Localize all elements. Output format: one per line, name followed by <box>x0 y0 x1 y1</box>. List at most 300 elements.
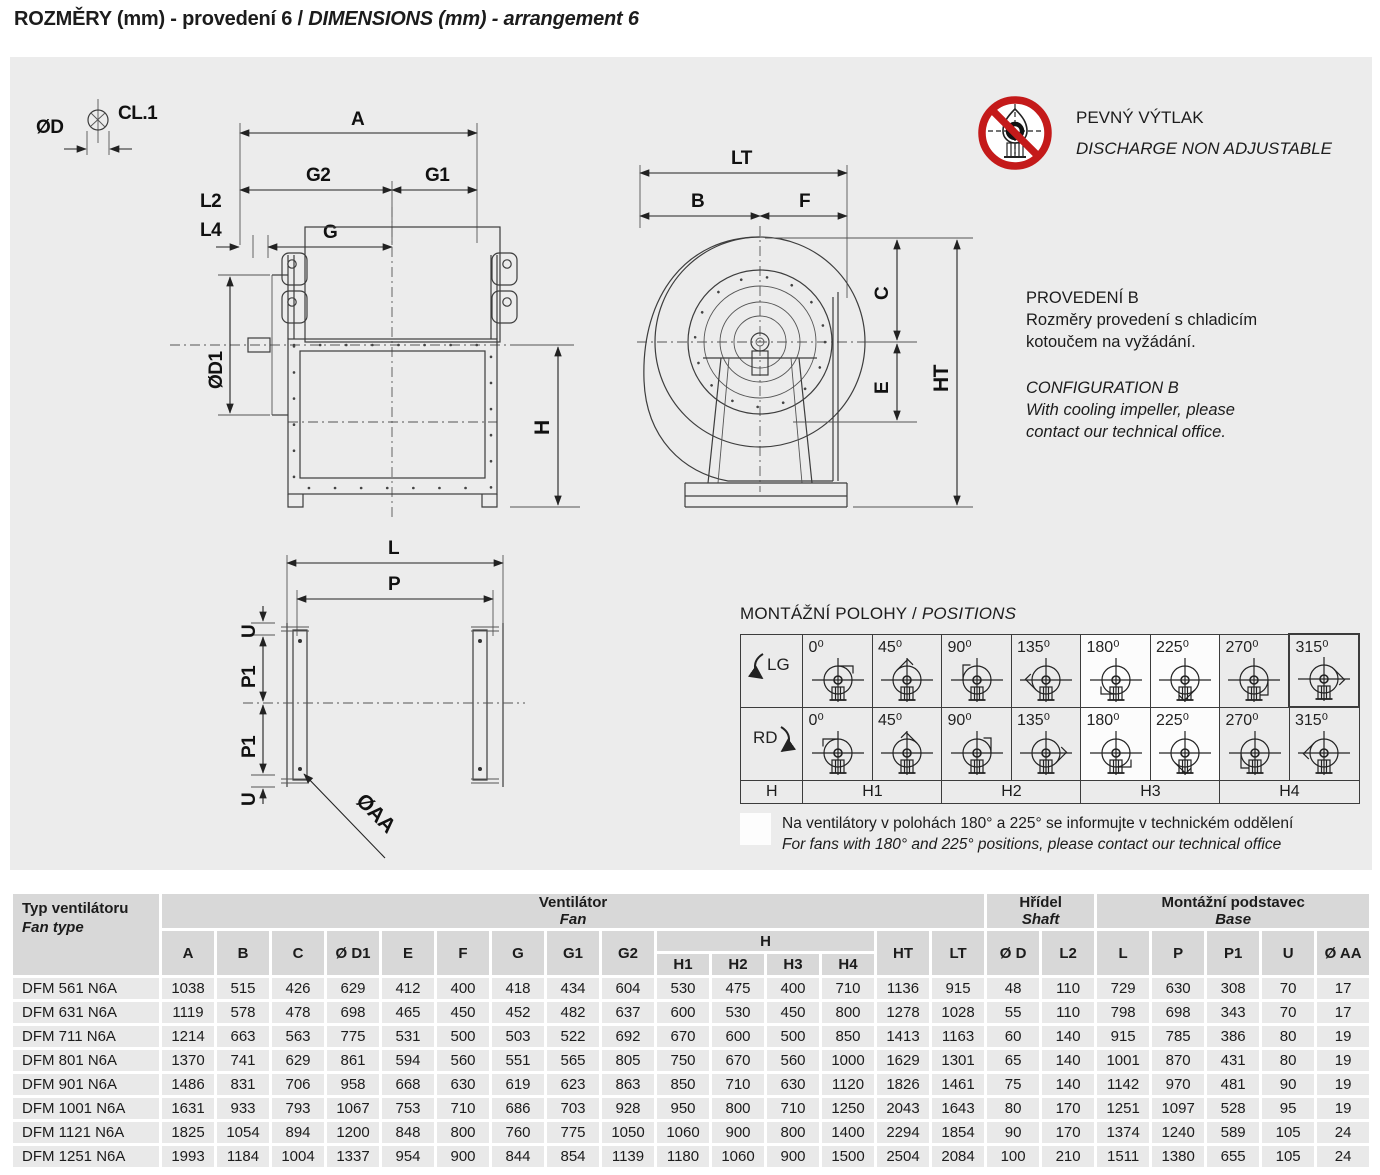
column-header-L2: L2 <box>1042 931 1094 975</box>
value-cell: 692 <box>602 1026 654 1047</box>
dim-label-shaft-diameter: ØD <box>36 117 64 138</box>
value-cell: 1119 <box>162 1002 214 1023</box>
value-cell: 1139 <box>602 1146 654 1167</box>
column-header-L: L <box>1097 931 1149 975</box>
value-cell: 1374 <box>1097 1122 1149 1143</box>
value-cell: 1184 <box>217 1146 269 1167</box>
value-cell: 741 <box>217 1050 269 1071</box>
column-header-LT: LT <box>932 931 984 975</box>
table-row <box>13 1146 1369 1167</box>
angle-label: 45⁰ <box>877 638 903 656</box>
positions-footer-H3: H3 <box>1081 780 1220 803</box>
fan-type-cell: DFM 711 N6A <box>13 1026 159 1047</box>
dim-label-L2: L2 <box>200 191 222 212</box>
dim-label-P1-bottom: P1 <box>239 735 260 758</box>
positions-footer-H4: H4 <box>1220 780 1359 803</box>
value-cell: 19 <box>1317 1050 1369 1071</box>
value-cell: 1028 <box>932 1002 984 1023</box>
value-cell: 17 <box>1317 978 1369 999</box>
value-cell: 24 <box>1317 1146 1369 1167</box>
value-cell: 450 <box>437 1002 489 1023</box>
value-cell: 1060 <box>657 1122 709 1143</box>
value-cell: 210 <box>1042 1146 1094 1167</box>
value-cell: 528 <box>1207 1098 1259 1119</box>
dim-label-G: G <box>323 222 338 243</box>
value-cell: 1278 <box>877 1002 929 1023</box>
value-cell: 80 <box>1262 1026 1314 1047</box>
value-cell: 1004 <box>272 1146 324 1167</box>
value-cell: 19 <box>1317 1026 1369 1047</box>
value-cell: 760 <box>492 1122 544 1143</box>
dim-label-U-top: U <box>239 624 260 638</box>
value-cell: 703 <box>547 1098 599 1119</box>
value-cell: 589 <box>1207 1122 1259 1143</box>
value-cell: 1337 <box>327 1146 379 1167</box>
value-cell: 698 <box>1152 1002 1204 1023</box>
value-cell: 844 <box>492 1146 544 1167</box>
value-cell: 560 <box>437 1050 489 1071</box>
fan-position-icon <box>1157 729 1213 779</box>
value-cell: 623 <box>547 1074 599 1095</box>
value-cell: 729 <box>1097 978 1149 999</box>
value-cell: 710 <box>822 978 874 999</box>
column-header-G2: G2 <box>602 931 654 975</box>
base-view-drawing <box>225 540 645 870</box>
value-cell: 1120 <box>822 1074 874 1095</box>
no-discharge-adjust-icon <box>976 94 1054 172</box>
value-cell: 1054 <box>217 1122 269 1143</box>
value-cell: 170 <box>1042 1098 1094 1119</box>
value-cell: 775 <box>547 1122 599 1143</box>
value-cell: 1250 <box>822 1098 874 1119</box>
value-cell: 1060 <box>712 1146 764 1167</box>
table-row <box>13 978 1369 999</box>
positions-row-label-lg <box>741 634 803 707</box>
position-cell-lg-45 <box>872 634 942 707</box>
value-cell: 308 <box>1207 978 1259 999</box>
positions-title-cz: MONTÁŽNÍ POLOHY / <box>740 604 922 623</box>
positions-row-lg <box>741 634 1360 707</box>
angle-label: 315⁰ <box>1294 712 1329 729</box>
angle-label: 225⁰ <box>1155 638 1190 656</box>
value-cell: 1050 <box>602 1122 654 1143</box>
dimensions-table <box>10 891 1372 1170</box>
value-cell: 55 <box>987 1002 1039 1023</box>
value-cell: 915 <box>932 978 984 999</box>
dim-label-D1: ØD1 <box>206 351 227 389</box>
value-cell: 750 <box>657 1050 709 1071</box>
column-header-F: F <box>437 931 489 975</box>
side-view-drawing <box>625 140 1015 530</box>
value-cell: 630 <box>1152 978 1204 999</box>
value-cell: 1142 <box>1097 1074 1149 1095</box>
positions-note <box>740 813 1362 855</box>
value-cell: 60 <box>987 1026 1039 1047</box>
dim-label-F: F <box>799 191 811 212</box>
angle-label: 225⁰ <box>1155 711 1190 729</box>
value-cell: 503 <box>492 1026 544 1047</box>
value-cell: 1214 <box>162 1026 214 1047</box>
value-cell: 1370 <box>162 1050 214 1071</box>
column-header-P1: P1 <box>1207 931 1259 975</box>
value-cell: 105 <box>1262 1146 1314 1167</box>
positions-table <box>740 633 1360 804</box>
value-cell: 478 <box>272 1002 324 1023</box>
group-header-fan: Ventilátor Fan <box>162 894 984 928</box>
value-cell: 900 <box>437 1146 489 1167</box>
value-cell: 604 <box>602 978 654 999</box>
mounting-positions <box>740 604 1362 855</box>
dim-label-E: E <box>872 381 893 394</box>
page-title <box>14 8 639 31</box>
value-cell: 915 <box>1097 1026 1149 1047</box>
value-cell: 630 <box>767 1074 819 1095</box>
value-cell: 515 <box>217 978 269 999</box>
value-cell: 850 <box>822 1026 874 1047</box>
config-b-line2-en: contact our technical office. <box>1026 423 1226 441</box>
value-cell: 434 <box>547 978 599 999</box>
fan-position-icon <box>1157 656 1213 706</box>
value-cell: 630 <box>437 1074 489 1095</box>
positions-footer-H1: H1 <box>803 780 942 803</box>
value-cell: 140 <box>1042 1050 1094 1071</box>
dim-label-cl1: CL.1 <box>118 103 158 124</box>
positions-title-en: POSITIONS <box>921 604 1017 623</box>
value-cell: 1854 <box>932 1122 984 1143</box>
value-cell: 1200 <box>327 1122 379 1143</box>
value-cell: 1301 <box>932 1050 984 1071</box>
dim-label-U-bottom: U <box>239 792 260 806</box>
value-cell: 1400 <box>822 1122 874 1143</box>
position-cell-rd-45 <box>872 707 942 780</box>
value-cell: 500 <box>767 1026 819 1047</box>
angle-label: 90⁰ <box>947 711 972 729</box>
positions-footer-H: H <box>741 780 803 803</box>
value-cell: 1825 <box>162 1122 214 1143</box>
value-cell: 1629 <box>877 1050 929 1071</box>
fan-position-icon <box>1296 655 1352 705</box>
column-header-H3: H3 <box>767 954 819 975</box>
column-header-HT: HT <box>877 931 929 975</box>
position-cell-rd-90 <box>942 707 1012 780</box>
value-cell: 870 <box>1152 1050 1204 1071</box>
fan-type-cell: DFM 561 N6A <box>13 978 159 999</box>
angle-label: 270⁰ <box>1225 638 1259 656</box>
value-cell: 19 <box>1317 1098 1369 1119</box>
value-cell: 90 <box>987 1122 1039 1143</box>
value-cell: 686 <box>492 1098 544 1119</box>
value-cell: 663 <box>217 1026 269 1047</box>
value-cell: 594 <box>382 1050 434 1071</box>
angle-label: 315⁰ <box>1295 639 1329 656</box>
value-cell: 753 <box>382 1098 434 1119</box>
value-cell: 1413 <box>877 1026 929 1047</box>
fan-position-icon <box>1296 729 1352 779</box>
angle-label: 0⁰ <box>808 711 824 729</box>
value-cell: 798 <box>1097 1002 1149 1023</box>
fan-position-icon <box>1018 729 1074 779</box>
value-cell: 629 <box>327 978 379 999</box>
dim-label-HT: HT <box>930 365 953 392</box>
angle-label: 135⁰ <box>1016 638 1051 656</box>
fan-position-icon <box>1018 656 1074 706</box>
value-cell: 531 <box>382 1026 434 1047</box>
value-cell: 861 <box>327 1050 379 1071</box>
column-header-A: A <box>162 931 214 975</box>
value-cell: 710 <box>767 1098 819 1119</box>
angle-label: 90⁰ <box>947 638 972 656</box>
value-cell: 775 <box>327 1026 379 1047</box>
angle-label: 45⁰ <box>877 711 903 729</box>
fan-type-cell: DFM 631 N6A <box>13 1002 159 1023</box>
value-cell: 170 <box>1042 1122 1094 1143</box>
value-cell: 1180 <box>657 1146 709 1167</box>
value-cell: 831 <box>217 1074 269 1095</box>
dim-label-G2: G2 <box>306 165 331 186</box>
value-cell: 1067 <box>327 1098 379 1119</box>
value-cell: 637 <box>602 1002 654 1023</box>
rd-rotation-icon <box>748 722 796 760</box>
value-cell: 854 <box>547 1146 599 1167</box>
position-cell-lg-135 <box>1011 634 1081 707</box>
value-cell: 80 <box>1262 1050 1314 1071</box>
svg-text:LG: LG <box>766 655 790 674</box>
column-header-G: G <box>492 931 544 975</box>
position-cell-lg-225 <box>1150 634 1220 707</box>
value-cell: 140 <box>1042 1074 1094 1095</box>
lg-rotation-icon <box>748 649 796 687</box>
value-cell: 19 <box>1317 1074 1369 1095</box>
value-cell: 1000 <box>822 1050 874 1071</box>
value-cell: 110 <box>1042 1002 1094 1023</box>
value-cell: 710 <box>712 1074 764 1095</box>
dim-label-G1: G1 <box>425 165 450 186</box>
fan-position-icon <box>879 729 935 779</box>
value-cell: 698 <box>327 1002 379 1023</box>
discharge-notice-cz: PEVNÝ VÝTLAK <box>1076 108 1204 127</box>
value-cell: 928 <box>602 1098 654 1119</box>
value-cell: 900 <box>767 1146 819 1167</box>
value-cell: 400 <box>437 978 489 999</box>
discharge-notice <box>1076 108 1332 159</box>
dim-label-H: H <box>531 420 554 435</box>
value-cell: 565 <box>547 1050 599 1071</box>
value-cell: 75 <box>987 1074 1039 1095</box>
positions-footer-row <box>741 780 1360 803</box>
value-cell: 970 <box>1152 1074 1204 1095</box>
configuration-b-note <box>1026 287 1257 443</box>
value-cell: 551 <box>492 1050 544 1071</box>
fan-position-icon <box>1227 729 1283 779</box>
value-cell: 1163 <box>932 1026 984 1047</box>
value-cell: 65 <box>987 1050 1039 1071</box>
config-b-line1-cz: Rozměry provedení s chladicím <box>1026 311 1258 329</box>
table-row <box>13 1122 1369 1143</box>
value-cell: 1643 <box>932 1098 984 1119</box>
corner-label-cz: Typ ventilátoru <box>22 900 129 917</box>
discharge-notice-en: DISCHARGE NON ADJUSTABLE <box>1076 139 1332 158</box>
value-cell: 418 <box>492 978 544 999</box>
value-cell: 958 <box>327 1074 379 1095</box>
position-cell-rd-135 <box>1011 707 1081 780</box>
white-cell-swatch <box>740 813 771 845</box>
fan-position-icon <box>879 656 935 706</box>
config-b-line1-en: With cooling impeller, please <box>1026 401 1235 419</box>
table-row <box>13 1098 1369 1119</box>
column-header-C: C <box>272 931 324 975</box>
value-cell: 17 <box>1317 1002 1369 1023</box>
value-cell: 578 <box>217 1002 269 1023</box>
position-cell-lg-90 <box>942 634 1012 707</box>
value-cell: 563 <box>272 1026 324 1047</box>
column-header-E: E <box>382 931 434 975</box>
column-header-G1: G1 <box>547 931 599 975</box>
column-header-H2: H2 <box>712 954 764 975</box>
value-cell: 386 <box>1207 1026 1259 1047</box>
table-row <box>13 1002 1369 1023</box>
value-cell: 475 <box>712 978 764 999</box>
position-cell-rd-225 <box>1150 707 1220 780</box>
value-cell: 668 <box>382 1074 434 1095</box>
fan-position-icon <box>810 656 866 706</box>
value-cell: 900 <box>712 1122 764 1143</box>
value-cell: 343 <box>1207 1002 1259 1023</box>
fan-type-cell: DFM 1001 N6A <box>13 1098 159 1119</box>
fan-position-icon <box>810 729 866 779</box>
value-cell: 140 <box>1042 1026 1094 1047</box>
angle-label: 180⁰ <box>1086 711 1120 729</box>
fan-position-icon <box>1088 729 1144 779</box>
value-cell: 1511 <box>1097 1146 1149 1167</box>
value-cell: 1097 <box>1152 1098 1204 1119</box>
position-cell-rd-0 <box>803 707 873 780</box>
value-cell: 1461 <box>932 1074 984 1095</box>
value-cell: 90 <box>1262 1074 1314 1095</box>
angle-label: 270⁰ <box>1225 711 1259 729</box>
column-header-H4: H4 <box>822 954 874 975</box>
fan-type-cell: DFM 1251 N6A <box>13 1146 159 1167</box>
position-cell-lg-180 <box>1081 634 1151 707</box>
fan-type-cell: DFM 901 N6A <box>13 1074 159 1095</box>
rear-view-drawing <box>20 95 620 535</box>
fan-position-icon <box>949 729 1005 779</box>
dim-label-P: P <box>388 574 401 595</box>
value-cell: 1251 <box>1097 1098 1149 1119</box>
value-cell: 600 <box>712 1026 764 1047</box>
column-header-U: U <box>1262 931 1314 975</box>
positions-row-label-rd <box>741 707 803 780</box>
dim-label-P1-top: P1 <box>239 665 260 688</box>
value-cell: 1486 <box>162 1074 214 1095</box>
dim-label-L4: L4 <box>200 220 222 241</box>
value-cell: 850 <box>657 1074 709 1095</box>
page-title-cz: ROZMĚRY (mm) - provedení 6 / <box>14 8 309 30</box>
table-row <box>13 1074 1369 1095</box>
value-cell: 800 <box>822 1002 874 1023</box>
dim-label-C: C <box>872 286 893 300</box>
value-cell: 70 <box>1262 978 1314 999</box>
value-cell: 894 <box>272 1122 324 1143</box>
angle-label: 135⁰ <box>1016 711 1051 729</box>
value-cell: 450 <box>767 1002 819 1023</box>
value-cell: 1240 <box>1152 1122 1204 1143</box>
fan-position-icon <box>949 656 1005 706</box>
value-cell: 452 <box>492 1002 544 1023</box>
value-cell: 500 <box>437 1026 489 1047</box>
value-cell: 629 <box>272 1050 324 1071</box>
value-cell: 706 <box>272 1074 324 1095</box>
positions-note-en: For fans with 180° and 225° positions, please contact our technical office <box>782 835 1282 853</box>
position-cell-lg-0 <box>803 634 873 707</box>
value-cell: 619 <box>492 1074 544 1095</box>
dim-label-L: L <box>388 540 400 559</box>
position-cell-rd-315 <box>1289 707 1359 780</box>
column-header-Ø D: Ø D <box>987 931 1039 975</box>
value-cell: 805 <box>602 1050 654 1071</box>
value-cell: 793 <box>272 1098 324 1119</box>
value-cell: 863 <box>602 1074 654 1095</box>
column-header-H1: H1 <box>657 954 709 975</box>
position-cell-lg-270 <box>1220 634 1290 707</box>
value-cell: 670 <box>712 1050 764 1071</box>
value-cell: 412 <box>382 978 434 999</box>
table-row <box>13 1050 1369 1071</box>
value-cell: 400 <box>767 978 819 999</box>
positions-row-rd <box>741 707 1360 780</box>
value-cell: 95 <box>1262 1098 1314 1119</box>
value-cell: 431 <box>1207 1050 1259 1071</box>
value-cell: 1136 <box>877 978 929 999</box>
value-cell: 950 <box>657 1098 709 1119</box>
value-cell: 482 <box>547 1002 599 1023</box>
value-cell: 481 <box>1207 1074 1259 1095</box>
value-cell: 1500 <box>822 1146 874 1167</box>
config-b-title-cz: PROVEDENÍ B <box>1026 289 1139 307</box>
value-cell: 1380 <box>1152 1146 1204 1167</box>
value-cell: 655 <box>1207 1146 1259 1167</box>
positions-footer-H2: H2 <box>942 780 1081 803</box>
group-header-base: Montážní podstavec Base <box>1097 894 1369 928</box>
group-header-shaft: Hřídel Shaft <box>987 894 1094 928</box>
value-cell: 1826 <box>877 1074 929 1095</box>
value-cell: 1631 <box>162 1098 214 1119</box>
value-cell: 105 <box>1262 1122 1314 1143</box>
value-cell: 100 <box>987 1146 1039 1167</box>
value-cell: 2294 <box>877 1122 929 1143</box>
corner-label-en: Fan type <box>22 919 84 936</box>
drawings-panel <box>10 57 1372 870</box>
value-cell: 1001 <box>1097 1050 1149 1071</box>
fan-position-icon <box>1088 656 1144 706</box>
positions-title <box>740 604 1362 624</box>
value-cell: 710 <box>437 1098 489 1119</box>
table-corner-header <box>13 894 159 975</box>
page-title-en: DIMENSIONS (mm) - arrangement 6 <box>308 8 639 30</box>
value-cell: 48 <box>987 978 1039 999</box>
value-cell: 848 <box>382 1122 434 1143</box>
value-cell: 785 <box>1152 1026 1204 1047</box>
value-cell: 530 <box>657 978 709 999</box>
value-cell: 522 <box>547 1026 599 1047</box>
config-b-line2-cz: kotoučem na vyžádání. <box>1026 333 1196 351</box>
value-cell: 426 <box>272 978 324 999</box>
dim-label-B: B <box>691 191 705 212</box>
value-cell: 1038 <box>162 978 214 999</box>
position-cell-rd-270 <box>1220 707 1290 780</box>
svg-text:RD: RD <box>752 728 778 747</box>
value-cell: 560 <box>767 1050 819 1071</box>
value-cell: 80 <box>987 1098 1039 1119</box>
